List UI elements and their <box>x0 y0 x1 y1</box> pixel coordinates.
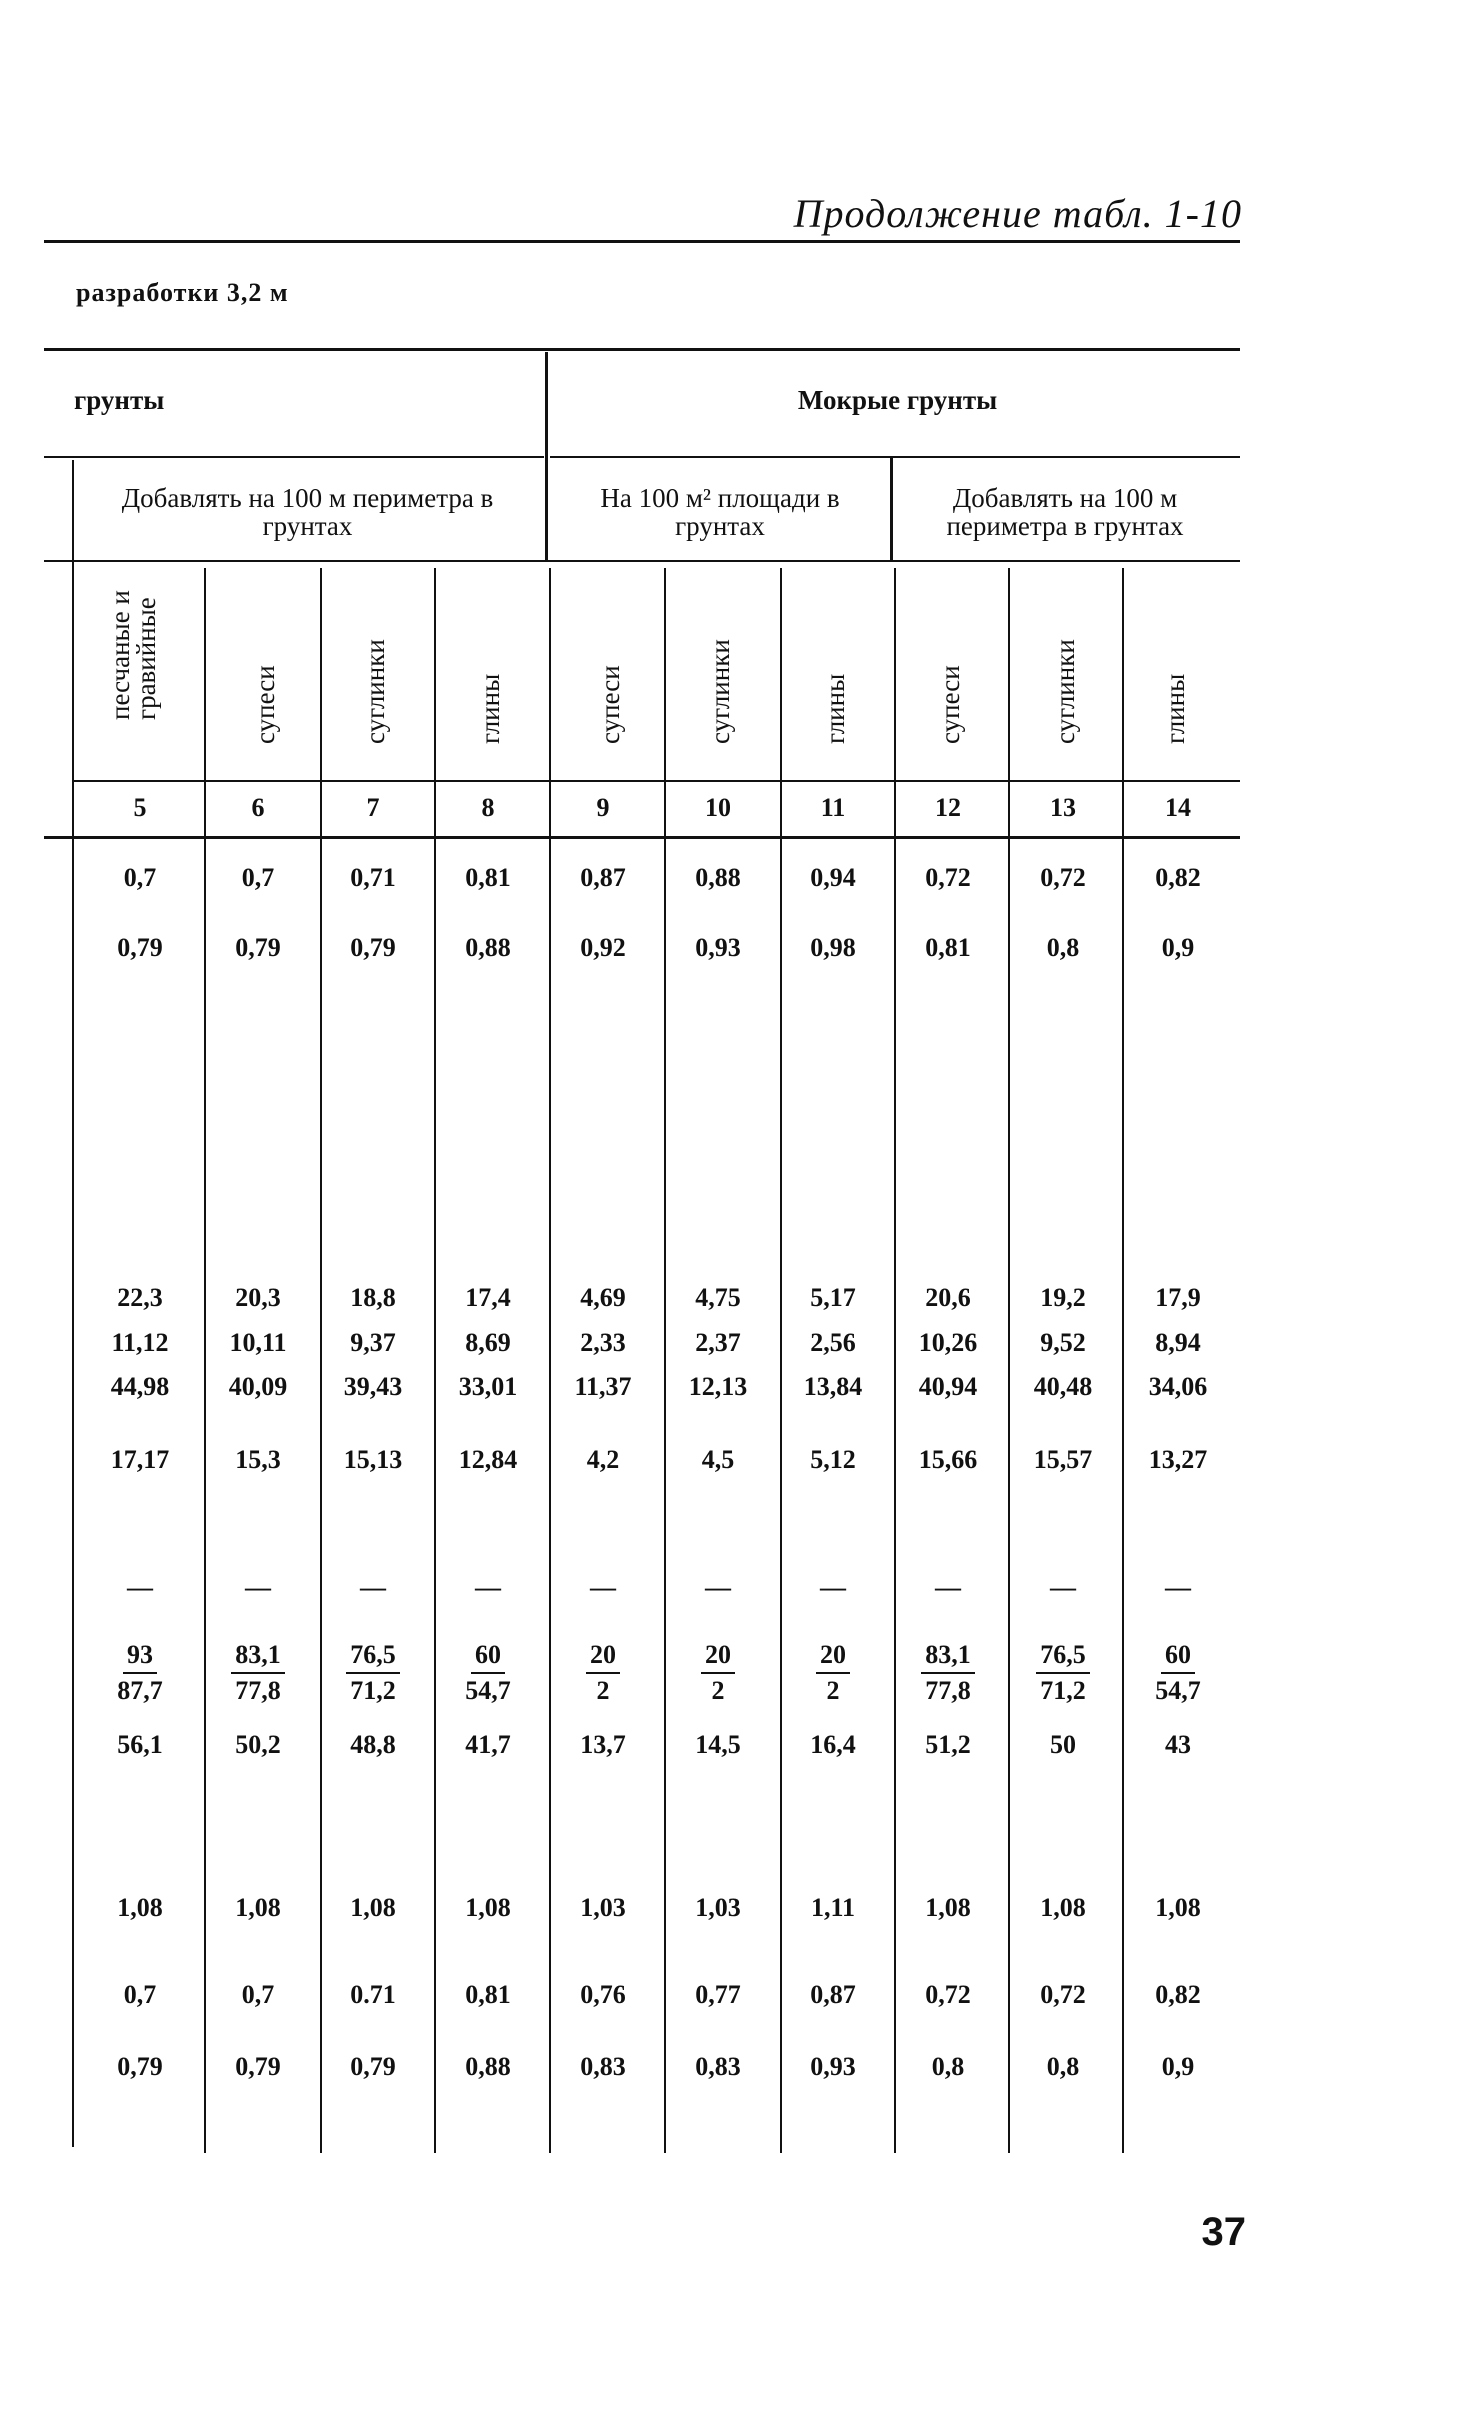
group-heading-left: грунты <box>74 385 165 415</box>
table-cell: 4,5 <box>701 1445 735 1474</box>
table-cell: 4,2 <box>586 1445 620 1474</box>
fraction-cell <box>85 1640 195 1706</box>
table-cell: 19,2 <box>1040 1283 1086 1312</box>
fraction-cell <box>318 1640 428 1706</box>
fraction-denominator: 2 <box>826 1676 840 1705</box>
table-cell: 1,08 <box>465 1893 511 1922</box>
table-cell: 12,84 <box>458 1445 518 1474</box>
col-header-9: супеси <box>595 665 625 744</box>
table-cell: 0,79 <box>350 933 396 962</box>
fraction-numerator: 20 <box>701 1640 735 1674</box>
table-cell: 10,26 <box>918 1328 978 1357</box>
fraction-cell <box>778 1640 888 1706</box>
group-divider <box>545 352 548 562</box>
table-cell: 34,06 <box>1148 1372 1208 1401</box>
page-number: 37 <box>1201 2210 1246 2254</box>
table-cell: 50 <box>1050 1730 1076 1759</box>
table-cell: — <box>1165 1573 1191 1602</box>
table-cell: 8,69 <box>465 1328 511 1357</box>
table-subtitle: разработки 3,2 м <box>76 278 289 307</box>
table-cell: — <box>820 1573 846 1602</box>
table-cell: 0,77 <box>695 1980 741 2009</box>
table-cell: — <box>245 1573 271 1602</box>
table-cell: — <box>475 1573 501 1602</box>
table-cell: 15,66 <box>918 1445 978 1474</box>
colnum-top-rule <box>72 780 1240 782</box>
table-cell: 0,7 <box>123 1980 157 2009</box>
table-cell: 0,71 <box>350 863 396 892</box>
table-cell: 4,75 <box>695 1283 741 1312</box>
fraction-numerator: 83,1 <box>921 1640 975 1674</box>
column-number: 12 <box>935 793 961 822</box>
table-cell: 1,08 <box>1040 1893 1086 1922</box>
col-header-5: песчаные и гравийные <box>105 590 161 720</box>
fraction-numerator: 76,5 <box>1036 1640 1090 1674</box>
table-cell: — <box>1050 1573 1076 1602</box>
table-cell: 0,88 <box>695 863 741 892</box>
subheader-rule <box>44 560 1240 562</box>
subgroup-area: На 100 м² площади в грунтах <box>600 483 840 541</box>
fraction-numerator: 20 <box>586 1640 620 1674</box>
table-cell: — <box>360 1573 386 1602</box>
table-cell: 40,09 <box>228 1372 288 1401</box>
table-cell: 1,08 <box>235 1893 281 1922</box>
table-cell: 0,7 <box>241 1980 275 2009</box>
table-cell: 0,9 <box>1161 933 1195 962</box>
table-cell: — <box>590 1573 616 1602</box>
table-cell: 1,08 <box>117 1893 163 1922</box>
table-cell: 0,81 <box>465 1980 511 2009</box>
fraction-denominator: 77,8 <box>235 1676 281 1705</box>
fraction-numerator: 93 <box>123 1640 157 1674</box>
table-cell: 39,43 <box>343 1372 403 1401</box>
fraction-denominator: 87,7 <box>117 1676 163 1705</box>
table-cell: 1,08 <box>925 1893 971 1922</box>
table-cell: 1,11 <box>810 1893 856 1922</box>
column-number: 14 <box>1165 793 1191 822</box>
col-header-11: глины <box>820 673 850 744</box>
table-cell: 0,72 <box>925 863 971 892</box>
table-cell: 0,79 <box>235 933 281 962</box>
table-cell: 0,79 <box>117 933 163 962</box>
table-cell: 9,37 <box>350 1328 396 1357</box>
table-cell: 1,03 <box>580 1893 626 1922</box>
table-cell: 16,4 <box>810 1730 856 1759</box>
table-cell: 43 <box>1165 1730 1191 1759</box>
fraction-cell <box>1008 1640 1118 1706</box>
table-cell: 0,79 <box>117 2052 163 2081</box>
table-cell: 0,93 <box>810 2052 856 2081</box>
table-cell: 0,87 <box>810 1980 856 2009</box>
fraction-denominator: 2 <box>711 1676 725 1705</box>
fraction-cell <box>1123 1640 1233 1706</box>
table-cell: 17,17 <box>110 1445 170 1474</box>
table-cell: 18,8 <box>350 1283 396 1312</box>
table-cell: 14,5 <box>695 1730 741 1759</box>
fraction-numerator: 20 <box>816 1640 850 1674</box>
fraction-cell <box>548 1640 658 1706</box>
table-cell: 40,48 <box>1033 1372 1093 1401</box>
table-cell: 12,13 <box>688 1372 748 1401</box>
table-cell: 20,6 <box>925 1283 971 1312</box>
table-cell: 0,7 <box>123 863 157 892</box>
fraction-denominator: 71,2 <box>350 1676 396 1705</box>
table-cell: 9,52 <box>1040 1328 1086 1357</box>
fraction-denominator: 77,8 <box>925 1676 971 1705</box>
table-cell: 0,94 <box>810 863 856 892</box>
column-number: 6 <box>251 793 265 822</box>
table-cell: 10,11 <box>229 1328 287 1357</box>
subgroup-divider-2 <box>890 458 893 560</box>
table-cell: 0,72 <box>1040 1980 1086 2009</box>
table-cell: 0,79 <box>235 2052 281 2081</box>
fraction-cell <box>663 1640 773 1706</box>
subgroup-rule-right <box>550 456 1240 458</box>
col-header-6: супеси <box>250 665 280 744</box>
subgroup-divider-1 <box>72 460 74 560</box>
table-cell: 20,3 <box>235 1283 281 1312</box>
subgroup-add-perimeter-wet: Добавлять на 100 м периметра в грунтах <box>946 483 1184 541</box>
table-cell: 11,12 <box>111 1328 169 1357</box>
table-cell: — <box>127 1573 153 1602</box>
table-cell: 0,76 <box>580 1980 626 2009</box>
table-cell: 41,7 <box>465 1730 511 1759</box>
table-cell: 2,33 <box>580 1328 626 1357</box>
fraction-cell <box>203 1640 313 1706</box>
table-cell: 2,37 <box>695 1328 741 1357</box>
table-cell: 8,94 <box>1155 1328 1201 1357</box>
table-cell: 0,8 <box>1046 2052 1080 2081</box>
subgroup-add-perimeter: Добавлять на 100 м периметра в грунтах <box>121 483 494 541</box>
table-cell: 15,13 <box>343 1445 403 1474</box>
table-cell: 2,56 <box>810 1328 856 1357</box>
column-number: 5 <box>133 793 147 822</box>
col-header-7: суглинки <box>360 639 390 744</box>
table-cell: 0,79 <box>350 2052 396 2081</box>
fraction-cell <box>893 1640 1003 1706</box>
column-number: 10 <box>705 793 731 822</box>
table-cell: 5,17 <box>810 1283 856 1312</box>
col-header-14: глины <box>1160 673 1190 744</box>
table-cell: 13,7 <box>580 1730 626 1759</box>
table-cell: 44,98 <box>110 1372 170 1401</box>
table-cell: 0,81 <box>925 933 971 962</box>
fraction-numerator: 76,5 <box>346 1640 400 1674</box>
table-cell: 0,83 <box>695 2052 741 2081</box>
column-line <box>72 562 74 2147</box>
fraction-numerator: 83,1 <box>231 1640 285 1674</box>
group-heading-wet: Мокрые грунты <box>797 385 998 415</box>
table-cell: 33,01 <box>458 1372 518 1401</box>
table-cell: 51,2 <box>925 1730 971 1759</box>
table-cell: 0.71 <box>350 1980 396 2009</box>
top-rule <box>44 240 1240 243</box>
table-cell: 11,37 <box>574 1372 632 1401</box>
header-rule <box>44 348 1240 351</box>
table-cell: 0,83 <box>580 2052 626 2081</box>
column-number: 13 <box>1050 793 1076 822</box>
col-header-12: супеси <box>935 665 965 744</box>
col-header-10: суглинки <box>705 639 735 744</box>
fraction-denominator: 54,7 <box>465 1676 511 1705</box>
table-cell: 1,03 <box>695 1893 741 1922</box>
table-cell: — <box>935 1573 961 1602</box>
table-cell: 0,98 <box>810 933 856 962</box>
fraction-numerator: 60 <box>471 1640 505 1674</box>
col-header-13: суглинки <box>1050 639 1080 744</box>
table-cell: 0,81 <box>465 863 511 892</box>
table-cell: 0,9 <box>1161 2052 1195 2081</box>
column-number: 9 <box>596 793 610 822</box>
fraction-cell <box>433 1640 543 1706</box>
table-cell: 48,8 <box>350 1730 396 1759</box>
table-caption: Продолжение табл. 1-10 <box>793 191 1242 236</box>
table-cell: 17,4 <box>465 1283 511 1312</box>
table-cell: — <box>705 1573 731 1602</box>
table-cell: 56,1 <box>117 1730 163 1759</box>
table-cell: 0,88 <box>465 933 511 962</box>
table-cell: 0,92 <box>580 933 626 962</box>
table-cell: 13,84 <box>803 1372 863 1401</box>
table-cell: 15,3 <box>235 1445 281 1474</box>
table-cell: 0,82 <box>1155 1980 1201 2009</box>
table-cell: 40,94 <box>918 1372 978 1401</box>
table-cell: 4,69 <box>580 1283 626 1312</box>
table-cell: 17,9 <box>1155 1283 1201 1312</box>
colnum-bottom-rule <box>44 836 1240 839</box>
table-cell: 0,72 <box>1040 863 1086 892</box>
fraction-denominator: 54,7 <box>1155 1676 1201 1705</box>
fraction-numerator: 60 <box>1161 1640 1195 1674</box>
table-cell: 15,57 <box>1033 1445 1093 1474</box>
fraction-denominator: 2 <box>596 1676 610 1705</box>
table-cell: 1,08 <box>350 1893 396 1922</box>
table-cell: 0,87 <box>580 863 626 892</box>
table-cell: 22,3 <box>117 1283 163 1312</box>
table-cell: 50,2 <box>235 1730 281 1759</box>
table-cell: 0,72 <box>925 1980 971 2009</box>
column-number: 8 <box>481 793 495 822</box>
table-cell: 0,8 <box>1046 933 1080 962</box>
subgroup-rule-left <box>44 456 544 458</box>
table-cell: 0,93 <box>695 933 741 962</box>
table-cell: 0,88 <box>465 2052 511 2081</box>
table-cell: 0,7 <box>241 863 275 892</box>
table-cell: 1,08 <box>1155 1893 1201 1922</box>
column-number: 7 <box>366 793 380 822</box>
table-cell: 0,8 <box>931 2052 965 2081</box>
fraction-denominator: 71,2 <box>1040 1676 1086 1705</box>
table-cell: 13,27 <box>1148 1445 1208 1474</box>
table-cell: 0,82 <box>1155 863 1201 892</box>
table-cell: 5,12 <box>810 1445 856 1474</box>
col-header-8: глины <box>475 673 505 744</box>
column-number: 11 <box>820 793 846 822</box>
